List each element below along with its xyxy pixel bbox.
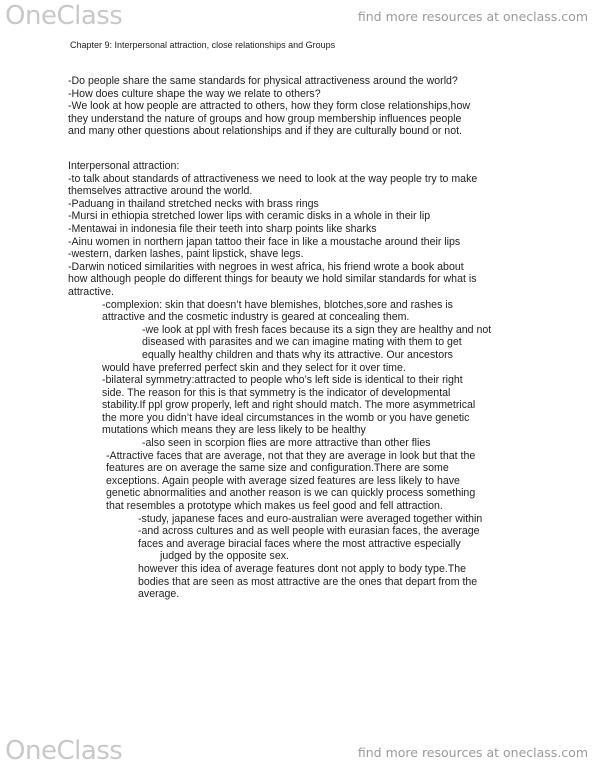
text-line: -Do people share the same standards for physical attractiveness around the world? bbox=[68, 75, 458, 87]
text-line: features are on average the same size and configuration.There are some bbox=[106, 462, 449, 475]
chapter-title: Chapter 9: Interpersonal attraction, close relationships and Groups bbox=[70, 40, 336, 50]
header-tagline-link[interactable]: find more resources at oneclass.com bbox=[357, 9, 588, 24]
text-line: and many other questions about relationships and if they are culturally bound or not. bbox=[68, 125, 462, 138]
text-line: -We look at how people are attracted to others, how they form close relationships,how bbox=[68, 100, 470, 113]
text-line: judged by the opposite sex. bbox=[160, 550, 289, 563]
text-line: -also seen in scorpion flies are more attractive than other flies bbox=[142, 437, 431, 450]
text-line: -and across cultures and as well people with eurasian faces, the average bbox=[138, 525, 480, 538]
text-line: genetic abnormalities and another reason is we can quickly process something bbox=[106, 487, 476, 500]
text-line: -How does culture shape the way we relate to others? bbox=[68, 87, 321, 100]
text-line: -Paduang in thailand stretched necks with brass rings bbox=[68, 197, 319, 210]
intro-paragraph bbox=[68, 75, 548, 138]
text-line: would have preferred perfect skin and they select for it over time. bbox=[102, 361, 406, 374]
text-line: stability.If ppl grow properly, left and right should match. The more asymmetrical bbox=[102, 399, 476, 412]
text-line: themselves attractive around the world. bbox=[68, 185, 253, 198]
text-line: how although people do different things for beauty we hold similar standards for what is bbox=[68, 273, 477, 286]
text-line: -Attractive faces that are average, not that they are average in look but that the bbox=[106, 449, 476, 462]
text-line: -Darwin noticed similarities with negroes in west africa, his friend wrote a book about bbox=[68, 260, 464, 273]
text-line: average. bbox=[138, 588, 180, 601]
text-line: mutations which means they are less likely to be healthy bbox=[102, 424, 366, 437]
text-line: attractive. bbox=[68, 285, 114, 298]
text-line: -complexion: skin that doesn’t have blemishes, blotches,sore and rashes is bbox=[102, 298, 453, 311]
text-line: the more you didn’t have ideal circumstances in the womb or you have genetic bbox=[102, 411, 470, 424]
text-line: -to talk about standards of attractiveness we need to look at the way people try to make bbox=[68, 172, 478, 185]
text-line: -Ainu women in northern japan tattoo their face in like a moustache around their lips bbox=[68, 235, 461, 248]
section-heading: Interpersonal attraction: bbox=[68, 160, 180, 172]
text-line: exceptions. Again people with average sized features are less likely to have bbox=[106, 474, 460, 487]
text-line: -we look at ppl with fresh faces because its a sign they are healthy and not bbox=[142, 323, 492, 336]
text-line: -study, japanese faces and euro-australian were averaged together within bbox=[138, 512, 483, 525]
text-line: faces and average biracial faces where the most attractive especially bbox=[138, 537, 461, 550]
text-line: side. The reason for this is that symmetry is the indicator of developmental bbox=[102, 386, 451, 399]
text-line: equally healthy children and thats why its attractive. Our ancestors bbox=[142, 348, 453, 361]
text-line: -Mursi in ethiopia stretched lower lips with ceramic disks in a whole in their lip bbox=[68, 210, 431, 223]
oneclass-logo: OneClass bbox=[5, 1, 123, 31]
text-line: attractive and the cosmetic industry is geared at concealing them. bbox=[102, 311, 410, 324]
text-line: diseased with parasites and we can imagine mating with them to get bbox=[142, 336, 462, 349]
text-line: -bilateral symmetry:attracted to people who’s left side is identical to their right bbox=[102, 374, 463, 387]
text-line: -Mentawai in indonesia file their teeth into sharp points like sharks bbox=[68, 222, 377, 235]
oneclass-logo-footer: OneClass bbox=[5, 736, 123, 766]
footer-tagline-link[interactable]: find more resources at oneclass.com bbox=[357, 745, 588, 760]
text-line: -western, darken lashes, paint lipstick, shave legs. bbox=[68, 248, 304, 261]
text-line: bodies that are seen as most attractive are the ones that depart from the bbox=[138, 575, 478, 588]
text-line: however this idea of average features dont not apply to body type.The bbox=[138, 563, 467, 575]
interpersonal-attraction-section bbox=[68, 160, 548, 601]
text-line: that resembles a prototype which makes us feel good and fell attraction. bbox=[106, 500, 443, 513]
text-line: they understand the nature of groups and how group membership influences people bbox=[68, 112, 462, 125]
